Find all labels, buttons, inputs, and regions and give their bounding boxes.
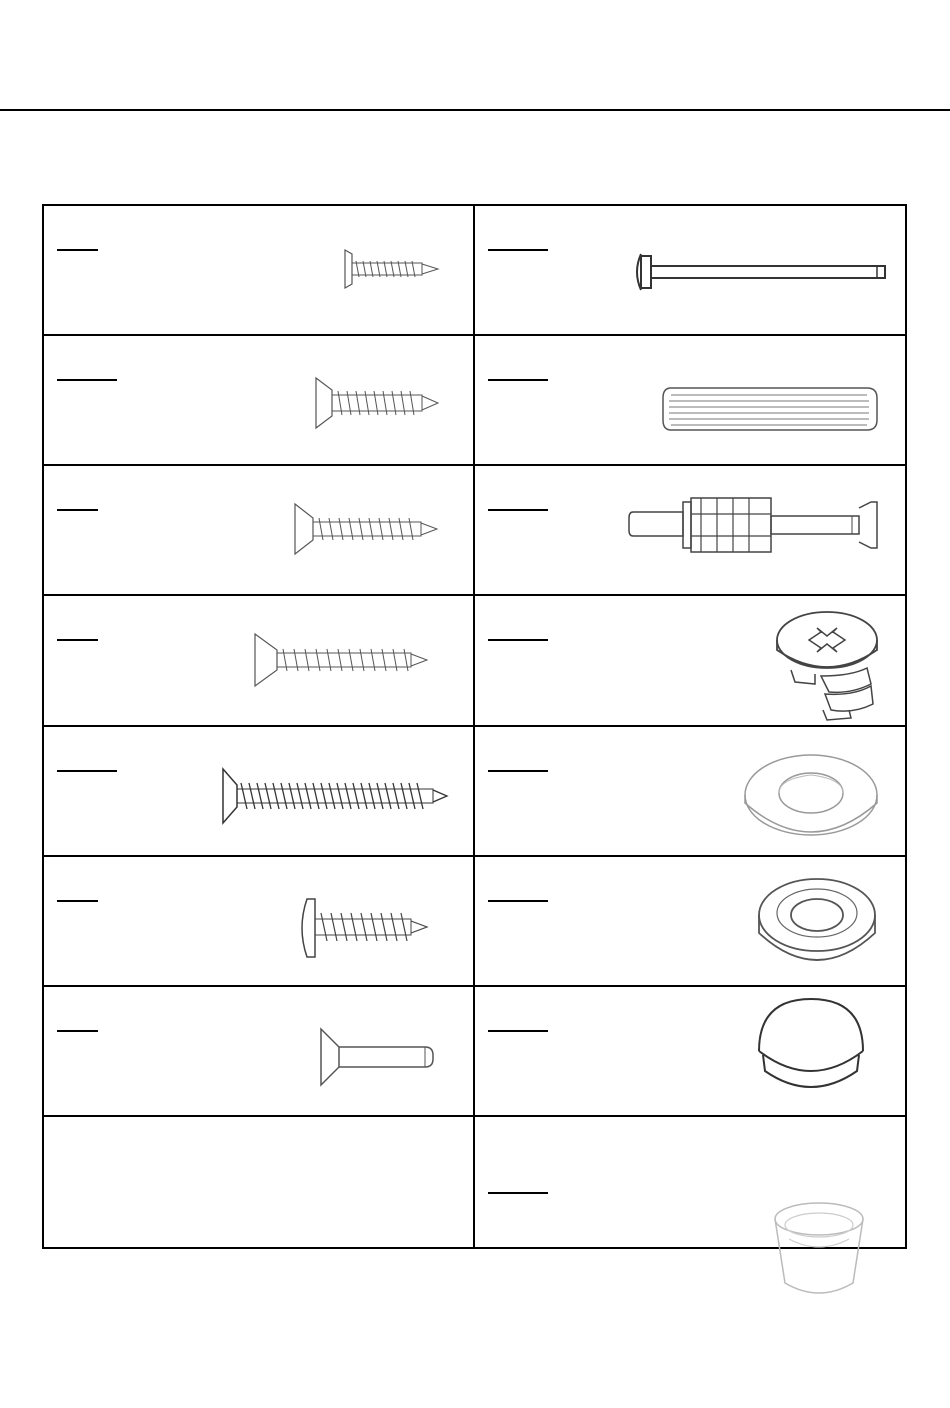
cup-sleeve-icon [771, 1199, 871, 1299]
part-cell-left-3 [44, 466, 475, 596]
quantity-blank [57, 900, 98, 902]
extra-long-flat-head-screw-icon [219, 767, 451, 825]
quantity-blank [57, 1030, 98, 1032]
wooden-dowel-icon [661, 386, 881, 432]
parts-table [42, 204, 907, 1249]
quantity-blank [488, 249, 548, 251]
part-cell-right-8 [475, 1117, 906, 1247]
quantity-blank [488, 770, 548, 772]
quantity-blank [57, 379, 117, 381]
quantity-blank [57, 770, 117, 772]
quantity-blank [488, 379, 548, 381]
long-pin-bolt-icon [633, 250, 891, 302]
part-cell-right-5 [475, 727, 906, 857]
top-rule [0, 109, 950, 111]
part-cell-left-7 [44, 987, 475, 1117]
quantity-blank [488, 639, 548, 641]
quantity-blank [57, 639, 98, 641]
quantity-blank [488, 1030, 548, 1032]
part-cell-right-2 [475, 336, 906, 466]
part-cell-left-8 [44, 1117, 475, 1247]
part-cell-right-7 [475, 987, 906, 1117]
part-cell-left-1 [44, 206, 475, 336]
quantity-blank [488, 900, 548, 902]
short-flat-head-screw-icon [342, 248, 447, 290]
flat-head-screw-icon [312, 376, 442, 430]
cam-connector-bolt-icon [627, 494, 897, 556]
flat-head-bolt-icon [317, 1027, 437, 1087]
thick-washer-icon [755, 875, 879, 973]
part-cell-right-6 [475, 857, 906, 987]
flat-washer-icon [741, 749, 883, 849]
part-cell-right-4 [475, 596, 906, 726]
quantity-blank [488, 1192, 548, 1194]
part-cell-left-5 [44, 727, 475, 857]
long-flat-head-screw-icon [251, 632, 431, 688]
part-cell-left-2 [44, 336, 475, 466]
part-cell-right-1 [475, 206, 906, 336]
quantity-blank [488, 509, 548, 511]
cam-lock-icon [771, 610, 891, 722]
part-cell-right-3 [475, 466, 906, 596]
pan-head-screw-icon [297, 895, 433, 961]
part-cell-left-4 [44, 596, 475, 726]
quantity-blank [57, 249, 98, 251]
quantity-blank [57, 509, 98, 511]
medium-flat-head-screw-icon [291, 502, 441, 556]
cover-cap-icon [755, 995, 867, 1101]
part-cell-left-6 [44, 857, 475, 987]
